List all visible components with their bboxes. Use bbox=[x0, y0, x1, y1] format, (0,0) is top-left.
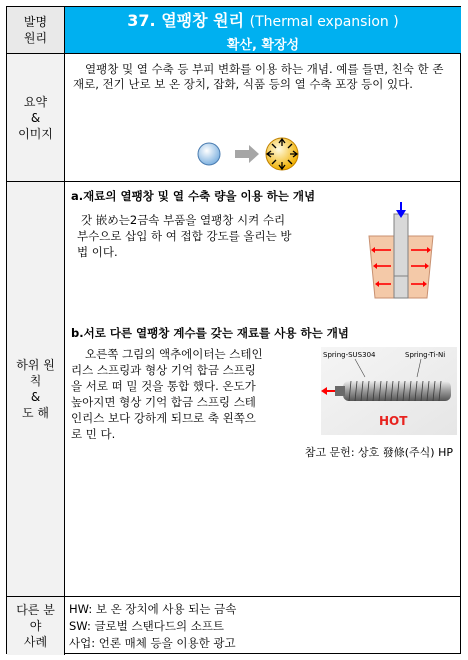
other-field-item: HW: 보 온 장치에 사용 되는 금속 bbox=[69, 602, 237, 616]
title-en: (Thermal expansion ) bbox=[249, 14, 399, 30]
summary-label-1: 요약 bbox=[23, 94, 48, 109]
section-b-line: 로 민 다. bbox=[71, 427, 116, 441]
header-label-2: 원리 bbox=[23, 31, 48, 45]
page-subtitle: 확산, 확장성 bbox=[226, 38, 300, 53]
summary-label-2: & bbox=[30, 110, 41, 125]
expanded-sphere-icon bbox=[266, 138, 298, 170]
section-b-line: 오른쪽 그림의 액추에이터는 스테인 bbox=[85, 347, 263, 361]
other-label-2: 야 bbox=[29, 619, 42, 633]
reference-text: 참고 문헌: 상호 發條(주식) HP bbox=[304, 446, 453, 459]
summary-label-3: 이미지 bbox=[18, 126, 53, 141]
actuator-photo bbox=[321, 347, 457, 435]
summary-cell bbox=[65, 54, 461, 182]
shrink-fit-diagram bbox=[361, 202, 441, 302]
header-label-1: 발명 bbox=[23, 15, 48, 29]
title-ko: 37. 열팽창 원리 bbox=[127, 11, 245, 30]
shaft-shape bbox=[394, 214, 408, 298]
section-b-heading: b.서로 다른 열팽창 계수를 갖는 재료를 사용 하는 개념 bbox=[71, 326, 349, 340]
sub-label-4: 도 해 bbox=[22, 406, 49, 420]
section-b-line: 리스 스프링과 형상 기억 합금 스프링 bbox=[71, 363, 256, 377]
summary-text: 열팽창 및 열 수축 등 부피 변화를 이용 하는 개념. 예를 들면, 친숙 한 존재로, 전기 난로 보 온 장치, 잡화, 식품 등의 열 수축 포장 등이 있다. bbox=[73, 62, 444, 91]
page-title bbox=[65, 11, 461, 32]
section-b-text bbox=[71, 346, 263, 442]
sub-label-3: & bbox=[30, 390, 41, 404]
other-field-item: 사업: 언론 매체 등을 이용한 광고 bbox=[69, 636, 236, 650]
sub-label-2: 칙 bbox=[29, 374, 42, 388]
other-label-1: 다른 분 bbox=[16, 603, 55, 617]
section-b-line: 높아지면 형상 기억 합금 스프링 스테 bbox=[71, 395, 256, 409]
spring-label-tini: Spring-Ti-Ni bbox=[405, 351, 446, 359]
section-a-line: 갓 嵌め는2금속 부품을 열팽창 시켜 수리 bbox=[81, 213, 286, 227]
sub-label-1: 하위 원 bbox=[16, 358, 55, 372]
header-title-cell bbox=[65, 7, 461, 54]
other-fields-left-cell bbox=[7, 597, 65, 655]
section-a-heading: a.재료의 열팽창 및 열 수축 량을 이용 하는 개념 bbox=[71, 189, 316, 203]
expansion-illustration bbox=[185, 132, 305, 172]
other-fields-cell bbox=[65, 597, 461, 655]
other-field-item: SW: 글로벌 스탠다드의 소프트 bbox=[69, 619, 225, 633]
principle-sheet bbox=[6, 6, 461, 654]
small-sphere-icon bbox=[198, 143, 220, 165]
spring-actuator-shape bbox=[335, 381, 451, 401]
sub-principles-left-cell bbox=[7, 182, 65, 597]
section-a-line: 부수으로 삽입 하 여 접합 강도를 올리는 방 bbox=[77, 229, 292, 243]
sub-principles-cell bbox=[65, 182, 461, 597]
header-left-cell bbox=[7, 7, 65, 54]
arrow-right-icon bbox=[235, 145, 259, 163]
section-a-text bbox=[77, 212, 291, 260]
summary-left-cell bbox=[7, 54, 65, 182]
hot-label: HOT bbox=[379, 414, 408, 428]
section-a-line: 법 이다. bbox=[77, 245, 118, 259]
section-b-line: 을 서로 떠 밀 것을 통합 했다. 온도가 bbox=[71, 379, 256, 393]
other-label-3: 사례 bbox=[23, 635, 48, 649]
section-b-line: 인리스 보다 강하게 되므로 축 왼쪽으 bbox=[71, 411, 256, 425]
spring-label-sus: Spring-SUS304 bbox=[323, 351, 376, 359]
